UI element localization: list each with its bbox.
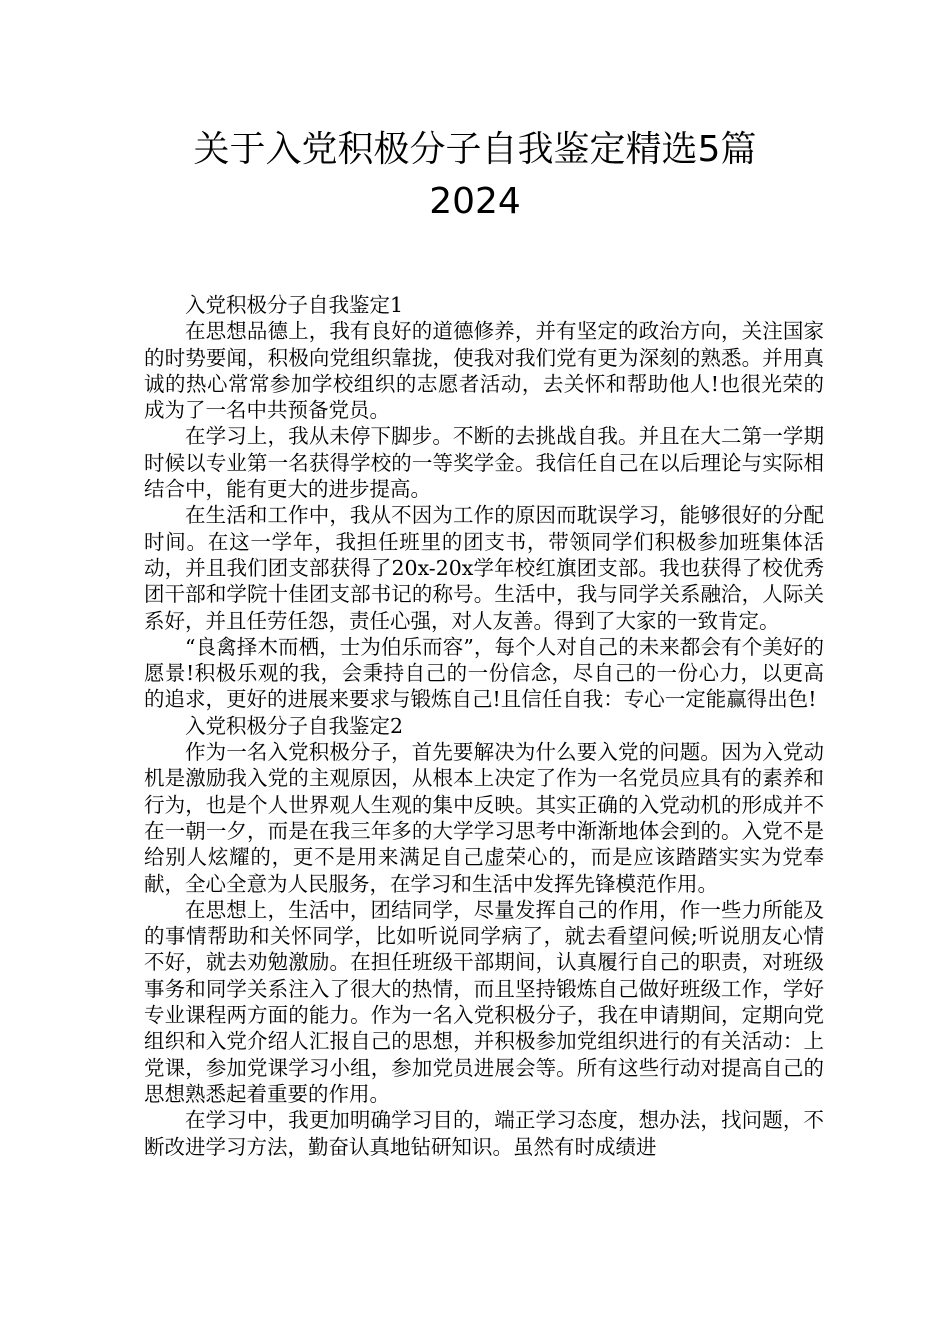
- paragraph-6: 在思想上，生活中，团结同学，尽量发挥自己的作用，作一些力所能及的事情帮助和关怀同学，比如听说同学病了，就去看望问候;听说朋友心情不好，就去劝勉激励。在担任班级干部期间，认真履行自己的职责，对班级事务和同学关系注入了很大的热情，而且坚持锻炼自己做好班级工作，学好专业课程两方面的能力。作为一名入党积极分子，我在申请期间，定期向党组织和入党介绍人汇报自己的思想，并积极参加党组织进行的有关活动：上党课，参加党课学习小组，参加党员进展会等。所有这些行动对提高自己的思想熟悉起着重要的作用。: [144, 897, 824, 1106]
- document-title: [0, 124, 950, 228]
- paragraph-5: 作为一名入党积极分子，首先要解决为什么要入党的问题。因为入党动机是激励我入党的主观原因，从根本上决定了作为一名党员应具有的素养和行为，也是个人世界观人生观的集中反映。其实正确的入党动机的形成并不在一朝一夕，而是在我三年多的大学学习思考中渐渐地体会到的。入党不是给别人炫耀的，更不是用来满足自己虚荣心的，而是应该踏踏实实为党奉献，全心全意为人民服务，在学习和生活中发挥先锋模范作用。: [144, 740, 824, 896]
- paragraph-2: 在学习上，我从未停下脚步。不断的去挑战自我。并且在大二第一学期时候以专业第一名获得学校的一等奖学金。我信任自己在以后理论与实际相结合中，能有更大的进步提高。: [144, 424, 824, 502]
- title-line-1: 关于入党积极分子自我鉴定精选5篇: [193, 129, 757, 170]
- section-heading-1: 入党积极分子自我鉴定1: [185, 293, 404, 317]
- paragraph-1: 在思想品德上，我有良好的道德修养，并有坚定的政治方向，关注国家的时势要闻，积极向党组织靠拢，使我对我们党有更为深刻的熟悉。并用真诚的热心常常参加学校组织的志愿者活动，去关怀和帮助他人!也很光荣的成为了一名中共预备党员。: [144, 319, 824, 423]
- paragraph-7: 在学习中，我更加明确学习目的，端正学习态度，想办法，找问题，不断改进学习方法，勤奋认真地钻研知识。虽然有时成绩进: [144, 1108, 824, 1159]
- document-body: [144, 292, 824, 1160]
- title-line-2: 2024: [429, 181, 521, 222]
- paragraph-3: 在生活和工作中，我从不因为工作的原因而耽误学习，能够很好的分配时间。在这一学年，我担任班里的团支书，带领同学们积极参加班集体活动，并且我们团支部获得了20x-20x学年校红旗团支部。我也获得了校优秀团干部和学院十佳团支部书记的称号。生活中，我与同学关系融洽，人际关系好，并且任劳任怨，责任心强，对人友善。得到了大家的一致肯定。: [144, 503, 824, 633]
- section-heading-2: 入党积极分子自我鉴定2: [185, 713, 404, 738]
- paragraph-4: “良禽择木而栖，士为伯乐而容”，每个人对自己的未来都会有个美好的愿景!积极乐观的我，会秉持自己的一份信念，尽自己的一份心力，以更高的追求，更好的进展来要求与锻炼自己!且信任自我：专心一定能赢得出色!: [144, 634, 824, 712]
